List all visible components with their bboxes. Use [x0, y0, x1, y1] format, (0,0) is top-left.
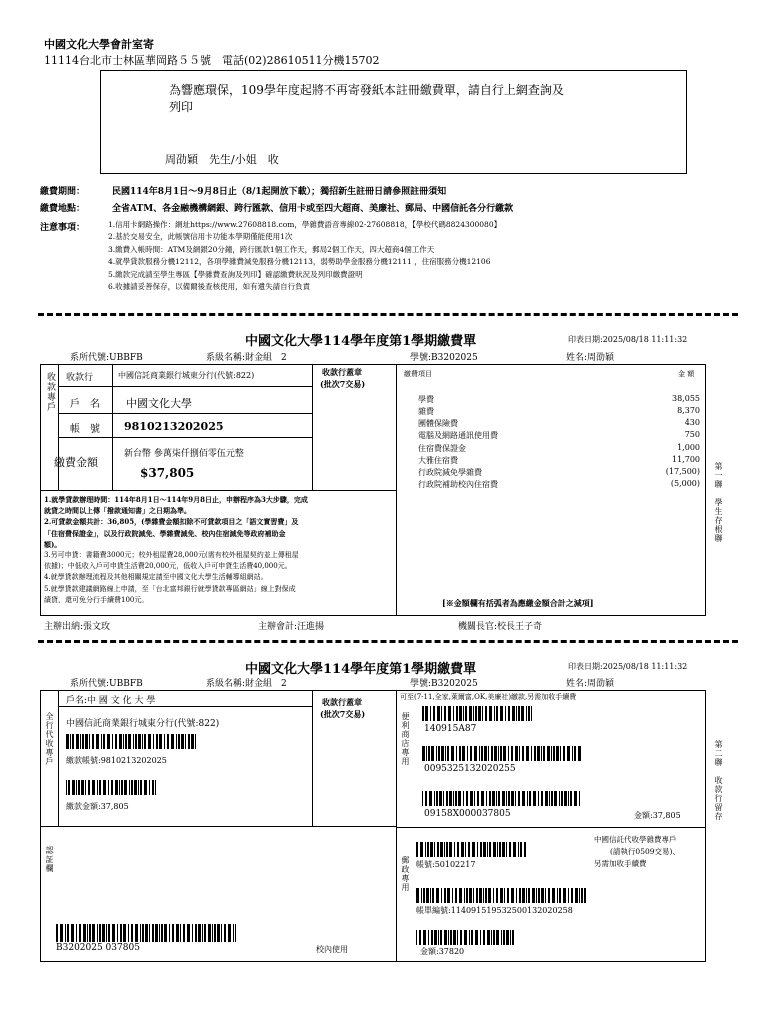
note-item: 6.收據請妥善保存，以備爾後查核使用，如有遺失請自行負責	[108, 282, 311, 292]
slip2-name: 姓名:周劭穎	[566, 679, 615, 689]
note-item: 1.信用卡網路操作：網址https://www.27608818.com，學雜費語音專線02-27608818，【學校代碼8824300080】	[108, 220, 502, 229]
fee-row: 團體保險費 430	[418, 418, 700, 428]
slip2-acct-name: 戶名:中 國 文 化 大 學	[66, 696, 156, 706]
slip1-amount-value: $37,805	[140, 466, 195, 480]
cut-line-1	[38, 313, 738, 316]
fee-header-item: 繳費項目	[404, 370, 432, 378]
slip1-acct-name-value: 中國文化大學	[126, 397, 192, 410]
sign-cashier: 主辦出納:張文玫	[44, 622, 111, 632]
verify-col: 認証欄	[45, 846, 54, 873]
slip2-student-id: 學號:B3202025	[410, 679, 478, 689]
recipient: 周劭穎 先生/小姐 收	[165, 153, 279, 166]
slip1-teller-sub: (批次7交易)	[320, 379, 366, 389]
slip1-footnote: [※金額欄有括弧者為應繳金額合計之減項]	[442, 598, 594, 608]
place-value: 全省ATM、各金融機構網銀、跨行匯款、信用卡或至四大超商、美廉社、郵局、中國信託各分行繳款	[112, 204, 514, 214]
notes-label: 注意事項：	[40, 223, 86, 233]
post-barcode-1	[416, 842, 526, 857]
post-acct: 帳號:50102217	[416, 860, 476, 869]
fee-header-amount: 金 額	[678, 370, 695, 378]
slip1-teller-label: 收款行蓋章	[322, 367, 362, 377]
slip1-student-id: 學號:B3202025	[410, 353, 478, 363]
slip1-group: 系級名稱:財金組 2	[206, 353, 287, 363]
notice-line2: 列印	[169, 100, 194, 114]
slip1-acct-name-label: 戶 名	[70, 399, 100, 410]
store-barcode-1-text: 140915A87	[424, 724, 477, 734]
store-col: 便利商店專用	[401, 712, 410, 766]
store-note: 可至(7-11,全家,萊爾富,OK,美廉社)繳款,另需加收手續費	[400, 693, 577, 701]
post-code: 帳單編號:114091519532500132020258	[416, 906, 573, 915]
fee-row: 行政院減免學雜費 (17,500)	[418, 467, 700, 477]
fee-row: 學費 38,055	[418, 394, 700, 404]
slip2-side-label: 第二聯 收款行留存	[714, 740, 723, 821]
fee-row: 電腦及網路通訊使用費 750	[418, 430, 700, 440]
store-barcode-2	[422, 746, 582, 761]
store-amount: 金額:37,805	[634, 811, 681, 820]
slip2-title: 中國文化大學114學年度第1學期繳費單	[245, 662, 477, 677]
slip1-amount-label: 繳費金額	[54, 456, 98, 469]
place-label: 繳費地點：	[40, 204, 86, 214]
slip1-amount-words: 新台幣 參萬柒仟捌佰零伍元整	[124, 449, 244, 459]
note-item: 5.繳款完成請至學生專區【學雜費查詢及列印】確認繳費狀況及列印繳費證明	[108, 269, 363, 279]
notice-box	[100, 70, 687, 174]
store-barcode-2-text: 0095325132020255	[424, 764, 516, 774]
period-value: 民國114年8月1日～9月8日止（8/1起開放下載）；獨招新生註冊日請參照註冊須知	[112, 187, 447, 197]
note-item: 2.基於交易安全，此帳號信用卡功能本學期僅能使用1次	[108, 232, 293, 242]
notice-line1: 為響應環保，109學年度起將不再寄發紙本註冊繳費單，請自行上網查詢及	[169, 83, 564, 97]
sender-address: 11114台北市士林區華岡路５５號 電話(02)28610511分機15702	[44, 54, 380, 67]
fee-row: 住宿費保證金 1,000	[418, 443, 700, 453]
bottom-barcode	[56, 924, 236, 942]
slip1-title: 中國文化大學114學年度第1學期繳費單	[245, 334, 477, 349]
slip2-dept-code: 系所代號:UBBFB	[70, 679, 143, 689]
school-use: 校內使用	[316, 945, 348, 954]
sign-head: 機關長官:校長王子奇	[458, 622, 543, 632]
slip2-amount-barcode	[66, 780, 156, 795]
notes-list	[108, 219, 501, 293]
slip2-acct-no: 繳款帳號:9810213202025	[66, 756, 167, 765]
slip2-bank-value: 中國信託商業銀行城東分行(代號:822)	[66, 719, 220, 729]
slip1-name: 姓名:周劭穎	[566, 353, 615, 363]
post-note-2: (請執行0509交易)、	[610, 847, 680, 856]
store-barcode-3-text: 09158X000037805	[424, 809, 511, 819]
slip2-print-date: 印表日期:2025/08/18 11:11:32	[568, 662, 688, 671]
slip1-print-date: 印表日期:2025/08/18 11:11:32	[568, 335, 688, 344]
slip2-amount: 繳款金額:37,805	[66, 802, 129, 811]
slip2-teller-label: 收款行蓋章	[322, 697, 362, 707]
cut-line-2	[38, 640, 738, 643]
slip2-group: 系級名稱:財金組 2	[206, 679, 287, 689]
post-barcode-2	[416, 888, 586, 903]
slip1-bank-label: 收款行	[66, 373, 94, 383]
slip1-side-label: 第一聯 學生存根聯	[714, 462, 723, 543]
store-barcode-1	[422, 706, 532, 721]
sender-org: 中國文化大學會計室寄	[44, 38, 154, 51]
post-barcode-3	[416, 930, 516, 945]
post-note-1: 中國信託代收學雜費專戶	[594, 835, 677, 844]
sign-accountant: 主辦會計:汪進揚	[258, 622, 325, 632]
slip1-acct-no-label: 帳 號	[70, 424, 100, 435]
bottom-barcode-text: B3202025 037805	[56, 943, 140, 953]
post-amount: 金額:37820	[420, 947, 465, 956]
slip1-bank-value: 中國信託商業銀行城東分行(代號:822)	[118, 371, 255, 380]
slip1-receive-col: 收款專戶	[45, 372, 55, 412]
slip2-teller-sub: (批次7交易)	[320, 709, 366, 719]
loan-notes: 1.就學貸款辦理時間：114年8月1日～114年9月8日止，申辦程序為3大步驟，完成 就貸之時間以上傳「撥款通知書」之日期為準。 2.可貸款金額共計：36,805，(學雜費金額扣除不可貸款項目之「語文實習費」及 「住宿費保證金」，以及行政院減免、學雜費減免、校內住宿減免等政府補助金 額)。 3.另可申貸：書籍費3000元；校外租屋費28,000元(需有校外租屋契約並上傳租屋 依據)；中低收入戶可申貸生活費20,000元，低收入戶可申貸生活費40,000元。 4.就學貸款辦理流程及其他相關規定請至中國文化大學生活輔導組網站。 5.就學貸款建議網路線上申請，至「台北富邦銀行就學貸款專區網站」線上對保成 績貸，還可免分行手續費100元。	[44, 495, 308, 604]
fee-row: 行政院補助校內住宿費 (5,000)	[418, 479, 700, 489]
note-item: 3.繳費入帳時間：ATM及網銀20分鐘，跨行匯款1個工作天，郵局2個工作天，四大超商4個工作天	[108, 244, 435, 254]
fee-row: 雜費 8,370	[418, 406, 700, 416]
slip2-collect-col: 全行代收專戶	[45, 712, 54, 766]
post-col: 郵政專用	[401, 856, 410, 892]
note-item: 4.就學貸款服務分機12112，各項學雜費減免服務分機12113，弱勢助學金服務分機12111 ，住宿服務分機12106	[108, 257, 491, 267]
period-label: 繳費期間：	[40, 187, 86, 197]
slip1-dept-code: 系所代號:UBBFB	[70, 353, 143, 363]
post-note-3: 另需加收手續費	[594, 859, 647, 868]
slip2-acct-barcode	[66, 734, 196, 749]
fee-row: 大雅住宿費 11,700	[418, 455, 700, 465]
store-barcode-3	[422, 791, 582, 806]
slip1-acct-no-value: 9810213202025	[124, 420, 224, 433]
